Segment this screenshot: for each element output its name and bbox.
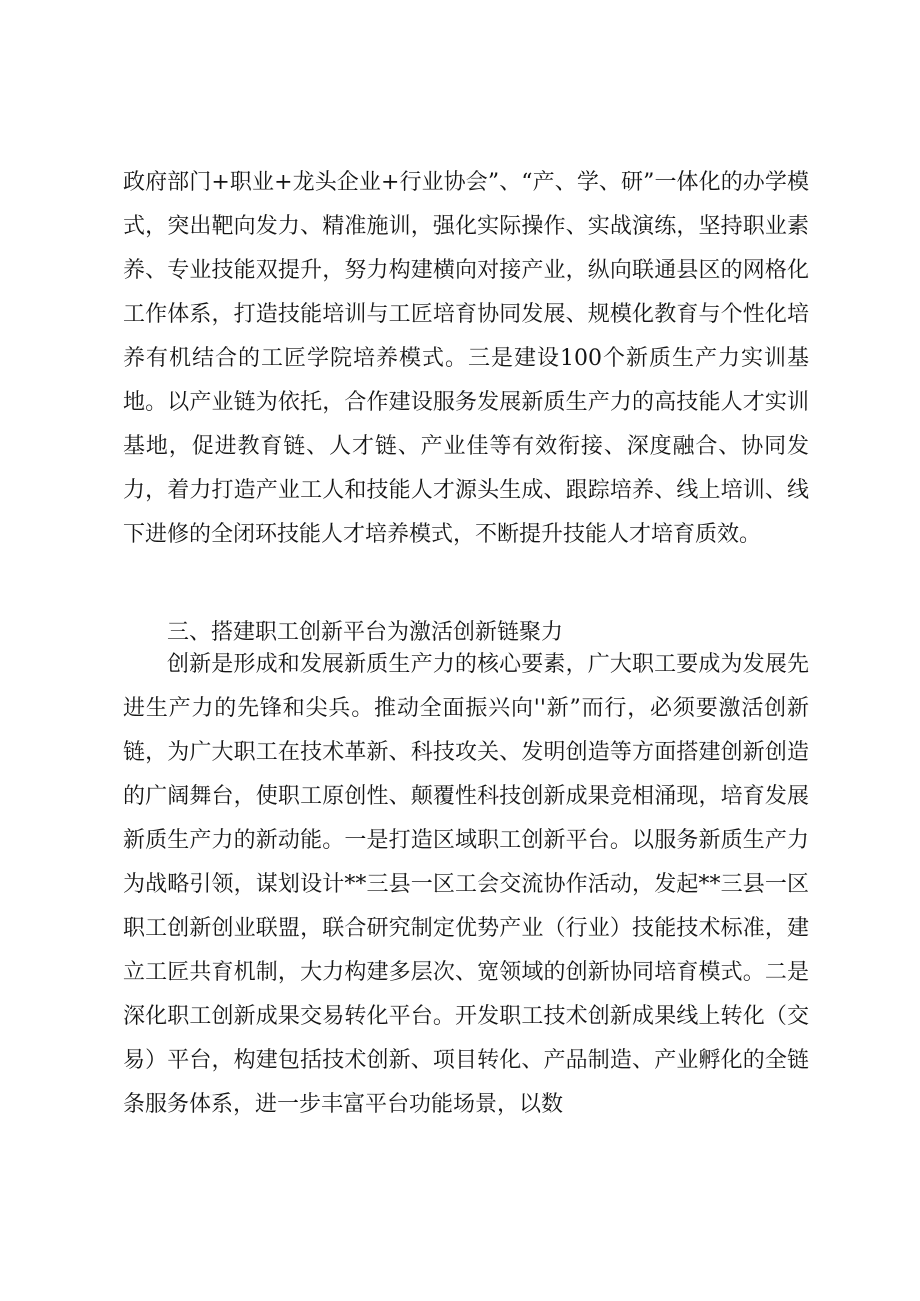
body-paragraph-1: 政府部门+职业+龙头企业+行业协会”、“产、学、研”一体化的办学模式，突出靶向发力、精准施训，强化实际操作、实战演练，坚持职业素养、专业技能双提升，努力构建横向对接产业，纵向联通县区的网格化工作体系，打造技能培训与工匠培育协同发展、规模化教育与个性化培养有机结合的工匠学院培养模式。三是建设100个新质生产力实训基地。以产业链为依托，合作建设服务发展新质生产力的高技能人才实训基地，促进教育链、人才链、产业佳等有效衔接、深度融合、协同发力，着力打造产业工人和技能人才源头生成、跟踪培养、线上培训、线下进修的全闭环技能人才培养模式，不断提升技能人才培育质效。	[123, 170, 809, 547]
section-heading: 三、搭建职工创新平台为激活创新链聚力	[167, 620, 564, 646]
body-paragraph-2: 创新是形成和发展新质生产力的核心要素，广大职工要成为发展先进生产力的先锋和尖兵。推动全面振兴向''新”而行，必须要激活创新链，为广大职工在技术革新、科技攻关、发明创造等方面搭建创新创造的广阔舞台，使职工原创性、颠覆性科技创新成果竞相涌现，培育发展新质生产力的新动能。一是打造区域职工创新平台。以服务新质生产力为战略引领，谋划设计**三县一区工会交流协作活动，发起**三县一区职工创新创业联盟，联合研究制定优势产业（行业）技能技术标准，建立工匠共育机制，大力构建多层次、宽领域的创新协同培育模式。二是深化职工创新成果交易转化平台。开发职工技术创新成果线上转化（交易）平台，构建包括技术创新、项目转化、产品制造、产业孵化的全链条服务体系，进一步丰富平台功能场景，以数	[123, 652, 809, 1117]
